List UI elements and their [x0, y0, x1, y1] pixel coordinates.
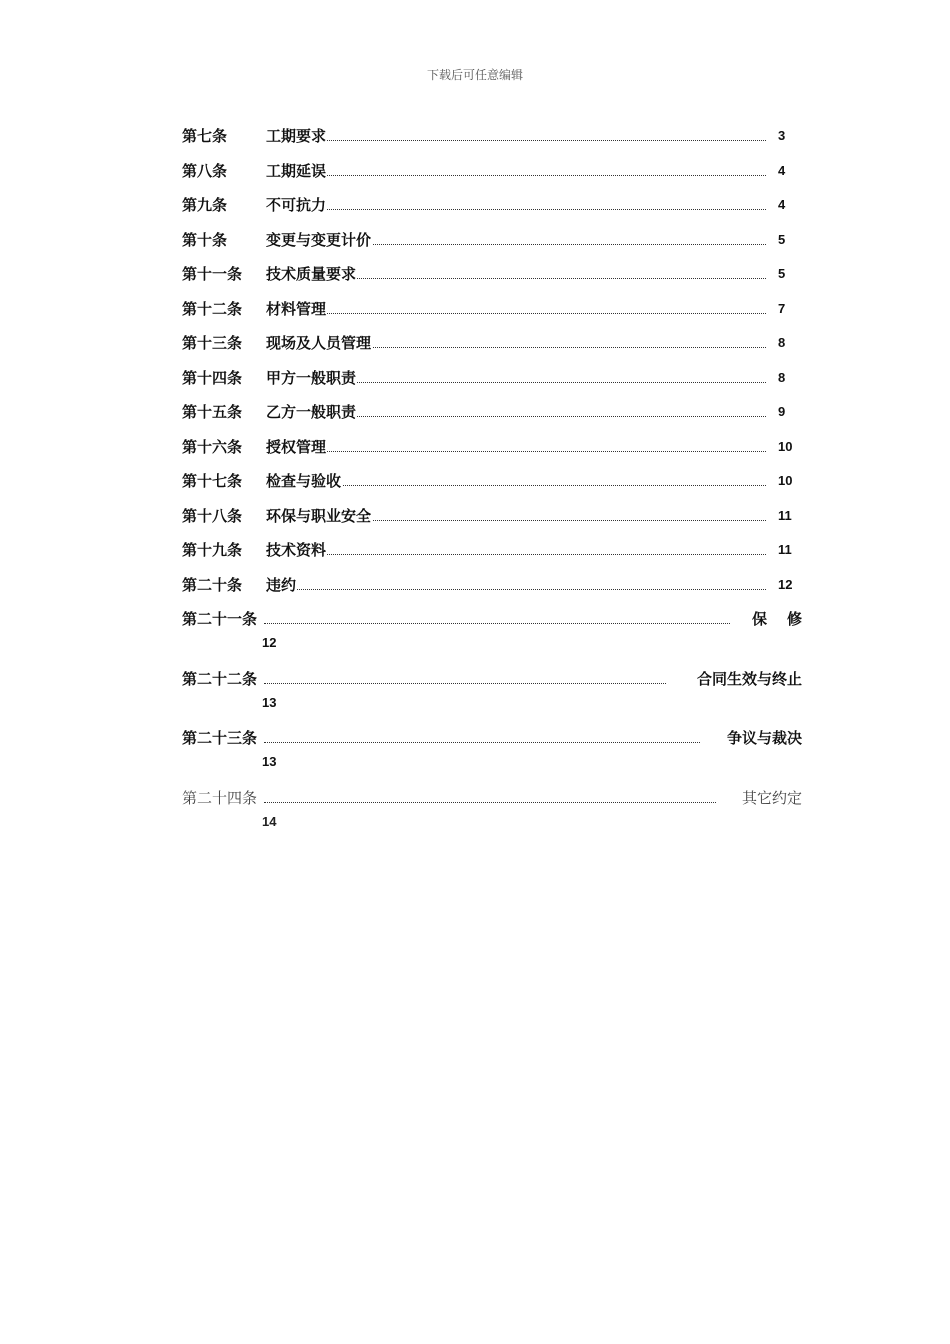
- toc-leader: [264, 683, 666, 684]
- toc-leader: [266, 140, 766, 141]
- toc-entry-page: 12: [778, 576, 793, 592]
- toc-entry[interactable]: [182, 366, 802, 401]
- toc-leader: [266, 589, 766, 590]
- toc-entry-number: 第九条: [182, 196, 228, 214]
- toc-entry[interactable]: [182, 469, 802, 504]
- toc-leader: [264, 802, 716, 803]
- toc-entry-page: 5: [778, 266, 786, 281]
- table-of-contents: [182, 124, 822, 845]
- toc-leader: [266, 209, 766, 210]
- toc-entry-page: 9: [778, 404, 786, 419]
- toc-entry-page: 4: [778, 197, 786, 212]
- toc-entry[interactable]: [182, 262, 802, 297]
- toc-entry[interactable]: [182, 573, 802, 608]
- toc-entry-page: 13: [262, 754, 277, 769]
- toc-entry-page: 5: [778, 231, 786, 247]
- toc-entry-number: 第十四条: [182, 368, 243, 387]
- toc-entry[interactable]: [182, 193, 802, 228]
- toc-entry-title: 技术资料: [266, 538, 327, 562]
- toc-entry-number: 第十九条: [182, 541, 243, 559]
- toc-leader: [264, 742, 700, 743]
- toc-entry-title: 现场及人员管理: [266, 331, 372, 355]
- toc-entry-title: 工期延误: [266, 159, 327, 183]
- toc-entry-page: 7: [778, 300, 786, 316]
- toc-entry-wrapped[interactable]: [182, 726, 802, 786]
- toc-entry[interactable]: [182, 435, 802, 470]
- toc-leader: [266, 175, 766, 176]
- toc-entry-title: 甲方一般职责: [266, 366, 357, 390]
- toc-entry-number: 第十六条: [182, 437, 243, 456]
- toc-entry-title: 保修: [751, 610, 822, 628]
- toc-entry-number: 第十五条: [182, 403, 243, 421]
- toc-entry-number: 第十一条: [182, 265, 243, 283]
- toc-entry-number: 第十七条: [182, 472, 243, 490]
- toc-entry-page: 12: [262, 635, 277, 650]
- toc-entry-page: 10: [778, 473, 793, 488]
- toc-entry[interactable]: [182, 124, 802, 159]
- toc-leader: [266, 554, 766, 555]
- toc-entry-wrapped[interactable]: [182, 786, 802, 846]
- toc-entry-page: 4: [778, 162, 786, 178]
- toc-entry-page: 13: [262, 694, 277, 710]
- toc-entry-title: 材料管理: [266, 297, 327, 321]
- toc-entry-title: 违约: [266, 573, 297, 597]
- toc-entry[interactable]: [182, 159, 802, 194]
- toc-entry-number: 第十八条: [182, 506, 243, 525]
- toc-entry-title: 乙方一般职责: [266, 400, 357, 424]
- toc-entry-wrapped[interactable]: [182, 667, 802, 727]
- toc-entry-title: 授权管理: [266, 435, 327, 459]
- toc-leader: [264, 623, 730, 624]
- toc-entry[interactable]: [182, 400, 802, 435]
- toc-entry-page: 10: [778, 438, 793, 454]
- toc-entry[interactable]: [182, 297, 802, 332]
- toc-entry-title: 工期要求: [266, 124, 327, 148]
- toc-entry-page: 8: [778, 335, 786, 350]
- toc-entry-page: 3: [778, 128, 786, 143]
- toc-entry-number: 第二十条: [182, 575, 243, 594]
- toc-entry-number: 第二十二条: [182, 667, 258, 691]
- page-header: 下载后可任意编辑: [426, 68, 523, 82]
- toc-entry-page: 8: [778, 369, 786, 385]
- toc-entry-title: 其它约定: [741, 788, 802, 807]
- toc-leader: [266, 451, 766, 452]
- toc-entry[interactable]: [182, 538, 802, 573]
- toc-entry-title: 检查与验收: [266, 469, 342, 493]
- toc-entry-number: 第十条: [182, 230, 228, 249]
- toc-entry-title: 合同生效与终止: [696, 669, 802, 688]
- toc-entry-page: 14: [262, 813, 277, 829]
- toc-entry-number: 第十三条: [182, 334, 243, 352]
- toc-entry-number: 第十二条: [182, 299, 243, 318]
- toc-entry-number: 第二十四条: [182, 786, 258, 810]
- toc-entry-number: 第二十一条: [182, 607, 258, 631]
- toc-entry-page: 11: [778, 507, 792, 523]
- toc-entry-wrapped[interactable]: [182, 607, 822, 667]
- toc-entry[interactable]: [182, 331, 802, 366]
- toc-entry-page: 11: [778, 542, 792, 557]
- toc-entry-number: 第七条: [182, 127, 228, 145]
- toc-entry-title: 技术质量要求: [266, 262, 357, 286]
- toc-entry-title: 不可抗力: [266, 193, 327, 217]
- toc-entry-title: 争议与裁决: [726, 729, 802, 747]
- toc-entry-title: 变更与变更计价: [266, 228, 372, 252]
- toc-entry[interactable]: [182, 228, 802, 263]
- toc-entry-title: 环保与职业安全: [266, 504, 372, 528]
- toc-entry-number: 第八条: [182, 161, 228, 180]
- toc-entry-number: 第二十三条: [182, 726, 258, 750]
- toc-leader: [266, 313, 766, 314]
- toc-entry[interactable]: [182, 504, 802, 539]
